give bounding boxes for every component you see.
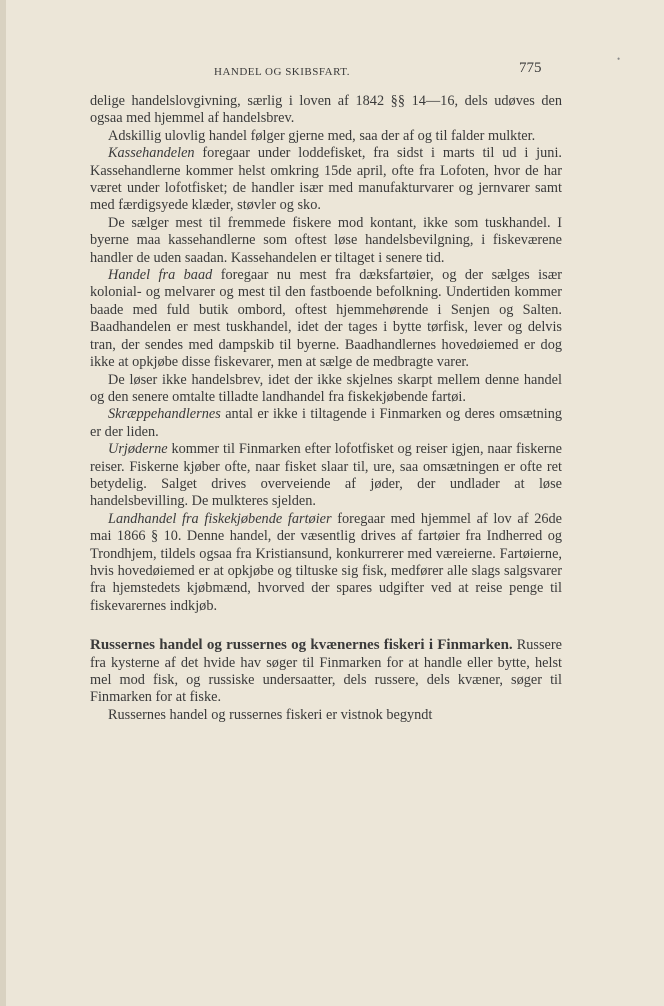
section-text: Russere fra kysterne af det hvide hav søger til Finmarken for at handle eller bytte, helst mel mod fisk, og russiske undersaatter, dels russere, dels kvæner, søger til Finmarken for at fiske.: [90, 637, 562, 706]
paragraph: Adskillig ulovlig handel følger gjerne med, saa der af og til falder mulkter.: [108, 127, 536, 144]
paragraph: [90, 267, 562, 371]
paragraph-text: antal er ikke i tiltagende i Finmarken og deres omsætning er der liden.: [90, 406, 562, 440]
paragraph-text: foregaar under loddefisket, fra sidst i marts til ud i juni. Kassehandlerne kommer helst omkring 15de april, ofte fra Lofoten, hvor de har været under lofotfisket; de handler især med manufakturvarer og jernvarer samt med færdigsyede klæder, støvler og sko.: [90, 145, 562, 214]
paragraph-text: foregaar nu mest fra dæksfartøier, og der sælges især kolonial- og melvarer og mest til den fastboende befolkning. Undertiden kommer baade med fuld butik ombord, oftest hjemmehørende i Senjen og Salten. Baadhandelen er mest tuskhandel, idet der tages i bytte tørfisk, lever og delvis tran, der sendes med dampskib til byerne. Baadhandlernes hovedøiemed er dog ikke at opkjøbe disse fiskevarer, men at sælge de medbragte varer.: [90, 267, 563, 371]
paragraph-text: foregaar med hjemmel af lov af 26de mai 1866 § 10. Denne handel, der væsentlig drives af fartøier fra Indherred og Trondhjem, tildels ogsaa fra Kristiansund, konkurrerer med væreierne. Fartøierne, hvis hovedøiemed er at opkjøbe og tiltuske sig fisk, medfører alle slags salgsvarer fra hjemstedets kjøbmænd, hvorved der spares udgifter ved at reise penge til fiskevarernes indkjøb.: [90, 510, 562, 614]
paragraph: delige handelslovgivning, særlig i loven af 1842 §§ 14—16, dels udøves den ogsaa med hjemmel af handelsbrev.: [90, 93, 562, 127]
paragraph-term: Landhandel fra fiskekjøbende fartøier: [108, 510, 332, 527]
paragraph: De sælger mest til fremmede fiskere mod kontant, ikke som tuskhandel. I byerne maa kassehandlerne som oftest løse handelsbevilgning, i fiskeværene handler de uden saadan. Kassehandelen er tiltaget i senere tid.: [90, 214, 562, 266]
page-number: 775: [519, 60, 542, 76]
paragraph-text: kommer til Finmarken efter lofotfisket og reiser igjen, naar fiskerne reiser. Fiskerne kjøber ofte, naar fisket slaar til, ure, saa omsætningen er ofte ret betydelig. Salget drives overveiende af jøder, der undlader at løse handelsbevilling. De mulkteres sjelden.: [90, 441, 562, 510]
paragraph: [90, 441, 562, 511]
running-header: [0, 60, 664, 84]
paragraph-term: Handel fra baad: [108, 267, 213, 284]
section-paragraph: [90, 637, 562, 707]
page-edge: [0, 0, 6, 1006]
speck-mark: •: [617, 54, 621, 64]
body-text: [90, 93, 562, 724]
header-title: HANDEL OG SKIBSFART.: [214, 66, 350, 78]
paragraph: De løser ikke handelsbrev, idet der ikke skjelnes skarpt mellem denne handel og den senere omtalte tilladte landhandel fra fiskekjøbende fartøi.: [90, 371, 562, 405]
paragraph: [90, 145, 562, 215]
paragraph: [90, 406, 562, 441]
paragraph-term: Urjøderne: [108, 441, 168, 458]
paragraph: Russernes handel og russernes fiskeri er vistnok begyndt: [108, 706, 433, 723]
paragraph-term: Kassehandelen: [108, 145, 195, 162]
paragraph-term: Skræppehandlernes: [108, 406, 221, 423]
paragraph: [90, 511, 562, 615]
section-heading: Russernes handel og russernes og kvænernes fiskeri i Finmarken.: [90, 637, 513, 654]
